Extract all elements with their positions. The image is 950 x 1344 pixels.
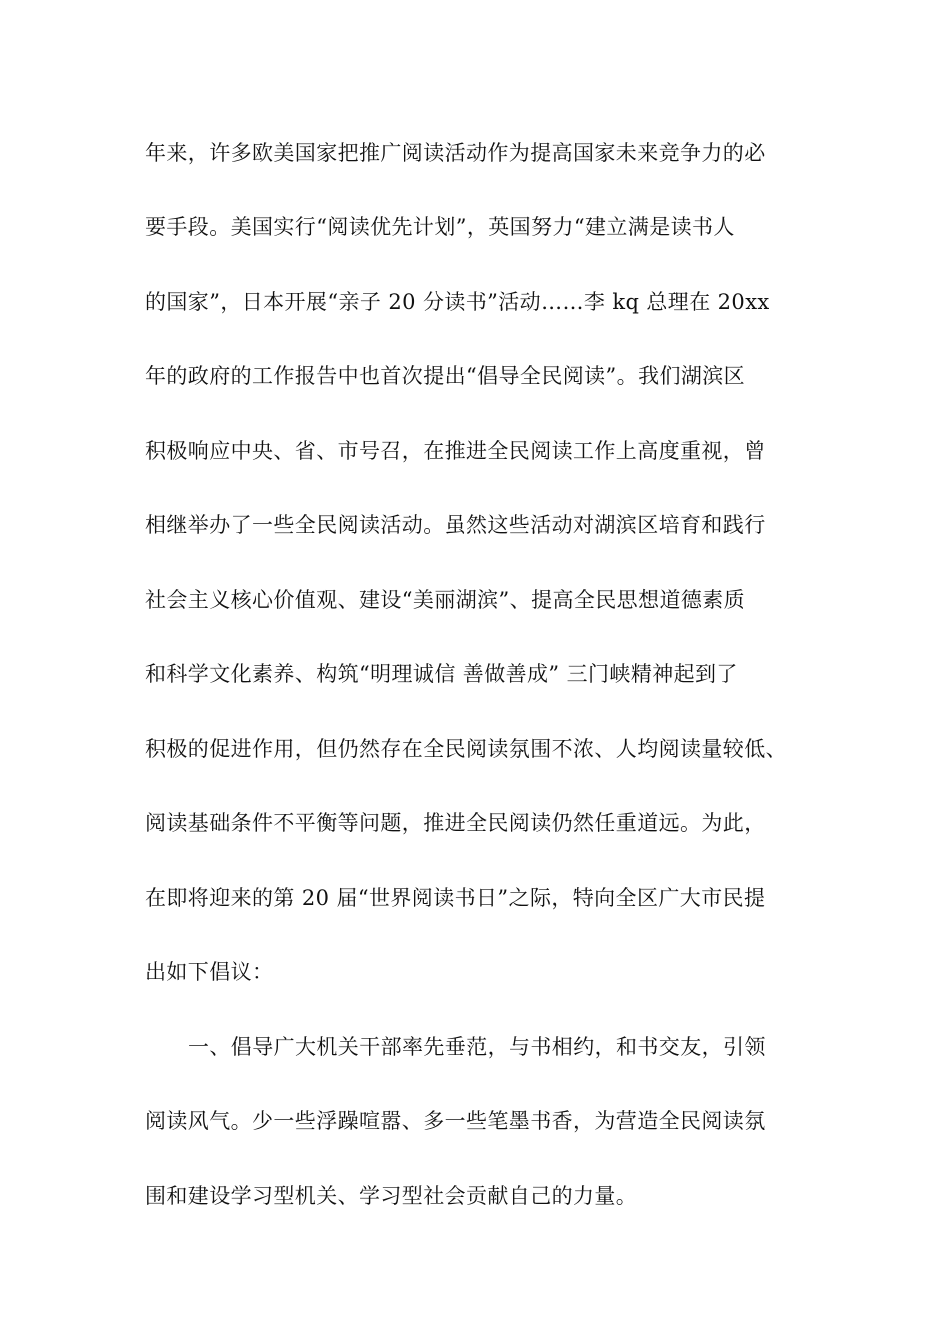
paragraph-line: 和科学文化素养、构筑“明理诚信 善做善成” 三门峡精神起到了 (145, 662, 738, 686)
paragraph-line: 在即将迎来的第 20 届“世界阅读书日”之际，特向全区广大市民提 (145, 886, 766, 910)
paragraph-line: 要手段。美国实行“阅读优先计划”，英国努力“建立满是读书人 (145, 215, 735, 239)
paragraph-line: 阅读基础条件不平衡等问题，推进全民阅读仍然任重道远。为此， (145, 811, 766, 835)
paragraph-line: 年来，许多欧美国家把推广阅读活动作为提高国家未来竞争力的必 (145, 141, 766, 165)
paragraph-line: 积极的促进作用，但仍然存在全民阅读氛围不浓、人均阅读量较低、 (145, 737, 787, 761)
paragraph-line: 的国家”，日本开展“亲子 20 分读书”活动……李 kq 总理在 20xx (145, 290, 770, 314)
paragraph-line: 年的政府的工作报告中也首次提出“倡导全民阅读”。我们湖滨区 (145, 364, 746, 388)
paragraph-line: 相继举办了一些全民阅读活动。虽然这些活动对湖滨区培育和践行 (145, 513, 766, 537)
paragraph-line: 围和建设学习型机关、学习型社会贡献自己的力量。 (145, 1184, 638, 1208)
paragraph-line: 积极响应中央、省、市号召，在推进全民阅读工作上高度重视，曾 (145, 439, 766, 463)
paragraph-line: 社会主义核心价值观、建设“美丽湖滨”、提高全民思想道德素质 (145, 588, 746, 612)
paragraph-line: 一、倡导广大机关干部率先垂范，与书相约，和书交友，引领 (188, 1035, 766, 1059)
paragraph-line: 阅读风气。少一些浮躁喧嚣、多一些笔墨书香，为营造全民阅读氛 (145, 1109, 766, 1133)
paragraph-line: 出如下倡议： (145, 960, 274, 984)
